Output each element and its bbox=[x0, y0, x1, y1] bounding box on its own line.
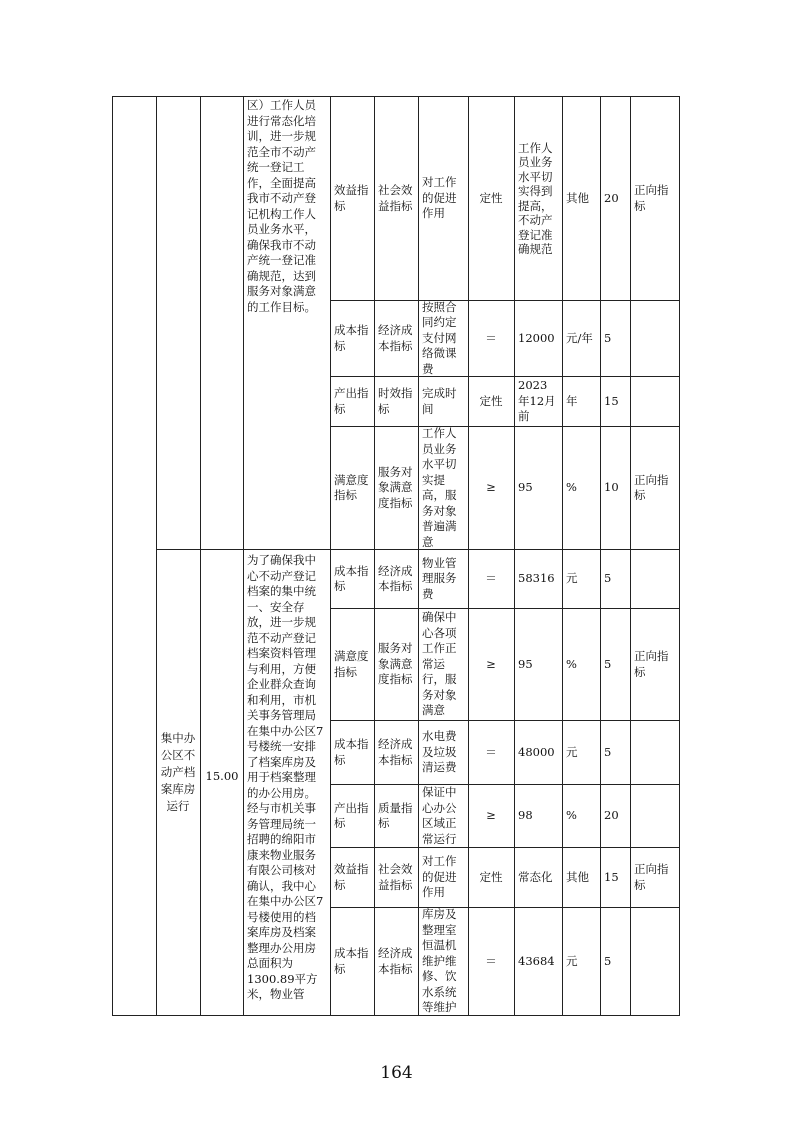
target-value: 95 bbox=[518, 480, 533, 495]
table-border-bottom bbox=[112, 1015, 680, 1016]
direction bbox=[630, 550, 679, 608]
level1-indicator: 满意度指标 bbox=[334, 472, 369, 502]
operator: 定性 bbox=[479, 393, 503, 408]
col-line bbox=[200, 96, 201, 1016]
level2-indicator: 时效指标 bbox=[378, 386, 413, 416]
col-line bbox=[679, 96, 680, 1016]
unit: % bbox=[566, 656, 577, 671]
level1-indicator: 效益指标 bbox=[334, 862, 369, 892]
operator: ＝ bbox=[485, 571, 497, 586]
level3-indicator: 工作人员业务水平切实提高，服务对象普遍满意 bbox=[422, 426, 457, 549]
level2-indicator: 经济成本指标 bbox=[378, 737, 413, 767]
page-number: 164 bbox=[380, 1063, 413, 1083]
operator: ＝ bbox=[485, 744, 497, 759]
level1-indicator: 产出指标 bbox=[334, 800, 369, 830]
unit: 年 bbox=[566, 393, 578, 408]
operator: ≥ bbox=[486, 656, 496, 671]
performance-indicator-table bbox=[112, 96, 680, 1016]
level1-indicator: 成本指标 bbox=[334, 563, 369, 593]
level3-indicator: 按照合同约定支付网络微课费 bbox=[422, 299, 457, 376]
level2-indicator: 经济成本指标 bbox=[378, 563, 413, 593]
target-value: 95 bbox=[518, 656, 533, 671]
direction: 正向指标 bbox=[634, 183, 669, 213]
direction: 正向指标 bbox=[634, 472, 669, 502]
direction bbox=[630, 377, 679, 426]
target-value: 58316 bbox=[518, 571, 555, 586]
level1-indicator: 产出指标 bbox=[334, 386, 369, 416]
weight: 15 bbox=[604, 393, 619, 408]
bottom-project-description: 为了确保我中心不动产登记档案的集中统一、安全存放，进一步规范不动产登记档案资料管理与利用，方便企业群众查询和利用，市机关事务管理局在集中办公区7号楼统一安排了档案库房及用于档案整理的办公用房。经与市机关事务管理局统一招聘的绵阳市康来物业服务有限公司核对确认，我中心在集中办公区7号楼使用的档案库房及档案整理办公用房总面积为1300.89平方米，物业管 bbox=[247, 553, 324, 1001]
level3-indicator: 物业管理服务费 bbox=[422, 555, 457, 601]
target-value: 2023年12月前 bbox=[518, 378, 556, 424]
col-line bbox=[112, 96, 113, 1016]
operator: ≥ bbox=[486, 480, 496, 495]
weight: 20 bbox=[604, 190, 619, 205]
operator: 定性 bbox=[479, 190, 503, 205]
weight: 15 bbox=[604, 869, 619, 884]
operator: ＝ bbox=[485, 330, 497, 345]
target-value: 12000 bbox=[518, 330, 555, 345]
weight: 5 bbox=[604, 330, 612, 345]
target-value: 43684 bbox=[518, 953, 555, 968]
unit: 元/年 bbox=[566, 330, 593, 345]
level1-indicator: 效益指标 bbox=[334, 183, 369, 213]
operator: 定性 bbox=[479, 869, 503, 884]
level2-indicator: 质量指标 bbox=[378, 800, 413, 830]
level1-indicator: 成本指标 bbox=[334, 946, 369, 976]
level2-indicator: 服务对象满意度指标 bbox=[378, 641, 413, 687]
level1-indicator: 成本指标 bbox=[334, 737, 369, 767]
target-value: 常态化 bbox=[518, 869, 553, 884]
direction bbox=[630, 301, 679, 376]
project-amount: 15.00 bbox=[205, 769, 239, 783]
unit: 其他 bbox=[566, 869, 589, 884]
unit: % bbox=[566, 808, 577, 823]
direction: 正向指标 bbox=[634, 862, 669, 892]
target-value: 48000 bbox=[518, 744, 555, 759]
level2-indicator: 服务对象满意度指标 bbox=[378, 464, 413, 510]
level3-indicator: 对工作的促进作用 bbox=[422, 854, 457, 900]
target-value: 工作人员业务水平切实得到提高，不动产登记准确规范 bbox=[518, 140, 553, 256]
direction bbox=[630, 908, 679, 1015]
direction bbox=[630, 721, 679, 784]
target-value: 98 bbox=[518, 808, 533, 823]
level3-indicator: 保证中心办公区域正常运行 bbox=[422, 785, 457, 846]
weight: 5 bbox=[604, 656, 612, 671]
unit: 元 bbox=[566, 953, 578, 968]
level3-indicator: 水电费及垃圾清运费 bbox=[422, 729, 457, 775]
weight: 5 bbox=[604, 744, 612, 759]
unit: 元 bbox=[566, 571, 578, 586]
level2-indicator: 社会效益指标 bbox=[378, 862, 413, 892]
direction: 正向指标 bbox=[634, 649, 669, 679]
top-project-description: 区）工作人员进行常态化培训，进一步规范全市不动产统一登记工作，全面提高我市不动产登记机构工作人员业务水平，确保我市不动产统一登记准确规范，达到服务对象满意的工作目标。 bbox=[247, 98, 316, 314]
unit: 元 bbox=[566, 744, 578, 759]
weight: 10 bbox=[604, 480, 619, 495]
level3-indicator: 完成时间 bbox=[422, 386, 457, 416]
level2-indicator: 经济成本指标 bbox=[378, 323, 413, 353]
weight: 20 bbox=[604, 808, 619, 823]
level2-indicator: 社会效益指标 bbox=[378, 183, 413, 213]
col-line bbox=[156, 96, 157, 1016]
unit: % bbox=[566, 480, 577, 495]
weight: 5 bbox=[604, 571, 612, 586]
unit: 其他 bbox=[566, 190, 589, 205]
weight: 5 bbox=[604, 953, 612, 968]
level3-indicator: 对工作的促进作用 bbox=[422, 175, 457, 221]
operator: ≥ bbox=[486, 808, 496, 823]
level1-indicator: 成本指标 bbox=[334, 323, 369, 353]
project-name: 集中办公区不动产档案库房运行 bbox=[160, 731, 196, 813]
direction bbox=[630, 785, 679, 847]
operator: ＝ bbox=[485, 953, 497, 968]
level3-indicator: 库房及整理室恒温机维护维修、饮水系统等维护 bbox=[422, 907, 457, 1015]
level2-indicator: 经济成本指标 bbox=[378, 946, 413, 976]
level3-indicator: 确保中心各项工作正常运行，服务对象满意 bbox=[422, 610, 457, 718]
level1-indicator: 满意度指标 bbox=[334, 649, 369, 679]
